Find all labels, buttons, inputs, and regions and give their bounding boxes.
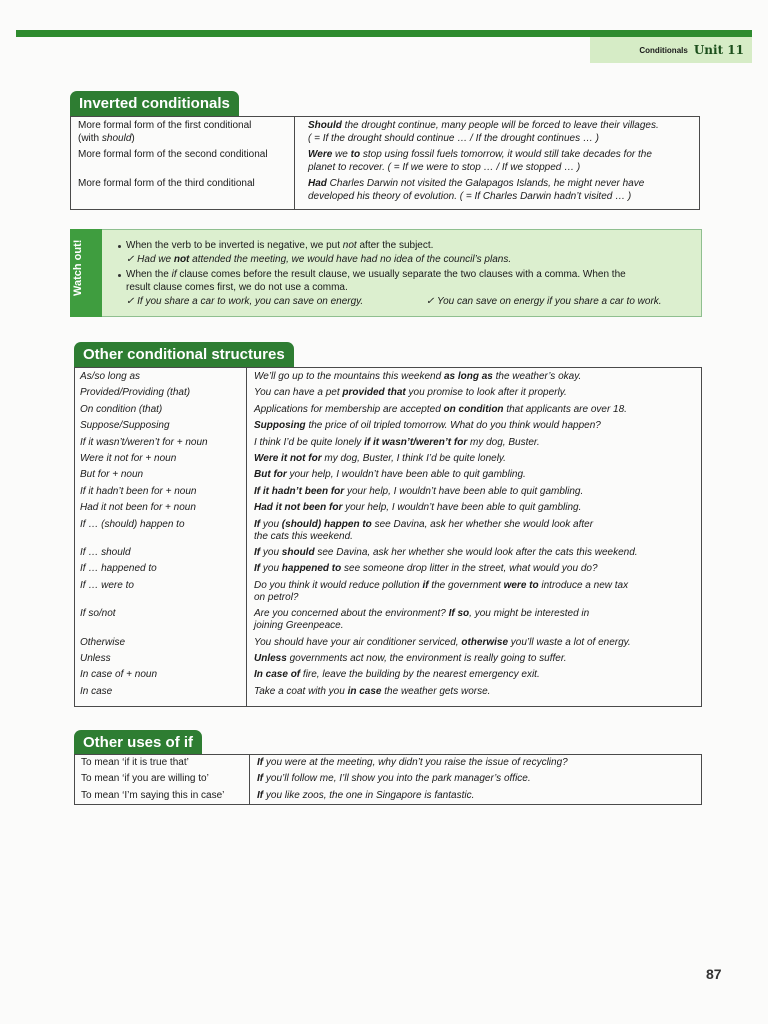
use-label: To mean ‘if you are willing to’ (81, 773, 209, 784)
watch-out-line: When the if clause comes before the result clause, we usually separate the two clauses with a comma. When the (126, 269, 626, 280)
structure-label: In case (80, 685, 113, 697)
column-divider (249, 754, 250, 805)
bullet (118, 274, 121, 277)
watch-out-example: ✓ Had we not attended the meeting, we would have had no idea of the council’s plans. (126, 254, 512, 265)
text-line: You should have your air conditioner serviced, otherwise you’ll waste a lot of energy. (254, 636, 631, 648)
inverted-form-label: More formal form of the second conditional (78, 149, 268, 160)
text-line: developed his theory of evolution. ( = If Charles Darwin hadn’t visited … ) (308, 191, 632, 202)
inverted-form-label: More formal form of the first conditional (78, 120, 252, 131)
text-line: joining Greenpeace. (254, 620, 344, 632)
use-label: To mean ‘if it is true that’ (81, 757, 189, 768)
text-line: If you like zoos, the one in Singapore is fantastic. (257, 790, 475, 801)
structure-label: Had it not been for + noun (80, 502, 196, 514)
text-line: If you happened to see someone drop litter in the street, what would you do? (254, 563, 598, 575)
text-line: Do you think it would reduce pollution if the government were to introduce a new tax (254, 579, 629, 591)
structure-label: If it wasn’t/weren’t for + noun (80, 436, 208, 448)
watch-out-label: Watch out! (72, 239, 84, 296)
structure-label: Provided/Providing (that) (80, 387, 191, 399)
use-label: To mean ‘I’m saying this in case’ (81, 790, 225, 801)
text-line: Unless governments act now, the environment is really going to suffer. (254, 653, 567, 664)
text-line: Are you concerned about the environment? If so, you might be interested in (254, 608, 590, 620)
structure-label: Unless (80, 653, 111, 664)
structure-label: If … happened to (80, 563, 157, 575)
text-line: the cats this weekend. (254, 530, 353, 542)
text-line: Had it not been for your help, I wouldn’t have been able to quit gambling. (254, 502, 582, 514)
text-line: If it hadn’t been for your help, I wouldn’t have been able to quit gambling. (254, 485, 584, 497)
other-structures-heading: Other conditional structures (74, 342, 294, 367)
inverted-form-label: (with should) (78, 133, 135, 144)
text-line: ( = If the drought should continue … / If the drought continues … ) (308, 133, 600, 144)
text-line: We’ll go up to the mountains this weekend as long as the weather’s okay. (254, 371, 582, 382)
top-rule (16, 30, 752, 37)
text-line: Were we to stop using fossil fuels tomorrow, it would still take decades for the (308, 149, 652, 160)
text-line: You can have a pet provided that you promise to look after it properly. (254, 387, 567, 399)
text-line: Applications for membership are accepted on condition that applicants are over 18. (254, 403, 627, 415)
bullet (118, 245, 121, 248)
text-line: planet to recover. ( = If we were to stop … / If we stopped … ) (308, 162, 581, 173)
text-line: on petrol? (254, 591, 299, 603)
inverted-form-label: More formal form of the third conditional (78, 178, 255, 189)
text-line: I think I’d be quite lonely if it wasn’t/weren’t for my dog, Buster. (254, 436, 540, 448)
watch-out-line: When the verb to be inverted is negative, we put not after the subject. (126, 240, 434, 251)
text-line: If you should see Davina, ask her whether she would look after the cats this weekend. (254, 547, 638, 558)
text-line: Supposing the price of oil tripled tomorrow. What do you think would happen? (254, 420, 601, 432)
text-line: If you (should) happen to see Davina, ask her whether she would look after (254, 518, 594, 530)
column-divider (246, 367, 247, 707)
text-line: If you were at the meeting, why didn’t you raise the issue of recycling? (257, 757, 568, 768)
text-line: But for your help, I wouldn’t have been able to quit gambling. (254, 469, 526, 481)
column-divider (294, 116, 295, 210)
structure-label: If so/not (80, 608, 116, 620)
text-line: In case of fire, leave the building by the nearest emergency exit. (254, 669, 540, 681)
structure-label: If … (should) happen to (80, 518, 185, 530)
watch-out-example: ✓ You can save on energy if you share a car to work. (426, 296, 662, 307)
text-line: If you’ll follow me, I’ll show you into the park manager’s office. (257, 773, 531, 784)
text-line: Had Charles Darwin not visited the Galapagos Islands, he might never have (308, 178, 645, 189)
structure-label: If … should (80, 547, 131, 558)
unit-label: Unit 11 (693, 43, 744, 57)
section-name: Conditionals (639, 45, 688, 55)
structure-label: But for + noun (80, 469, 144, 481)
structure-label: On condition (that) (80, 403, 163, 415)
watch-out-line: result clause comes first, we do not use a comma. (126, 282, 348, 293)
other-uses-heading: Other uses of if (74, 730, 202, 755)
structure-label: If it hadn’t been for + noun (80, 485, 197, 497)
running-header (590, 37, 752, 63)
text-line: Take a coat with you in case the weather gets worse. (254, 685, 491, 697)
inverted-conditionals-heading: Inverted conditionals (70, 91, 239, 116)
structure-label: Otherwise (80, 636, 126, 648)
structure-label: In case of + noun (80, 669, 158, 681)
structure-label: Suppose/Supposing (80, 420, 170, 432)
structure-label: As/so long as (80, 371, 141, 382)
page-number: 87 (706, 966, 722, 982)
text-line: Were it not for my dog, Buster, I think I’d be quite lonely. (254, 453, 506, 464)
watch-out-example: ✓ If you share a car to work, you can save on energy. (126, 296, 364, 307)
text-line: Should the drought continue, many people will be forced to leave their villages. (308, 120, 659, 131)
structure-label: If … were to (80, 579, 134, 591)
structure-label: Were it not for + noun (80, 453, 177, 464)
